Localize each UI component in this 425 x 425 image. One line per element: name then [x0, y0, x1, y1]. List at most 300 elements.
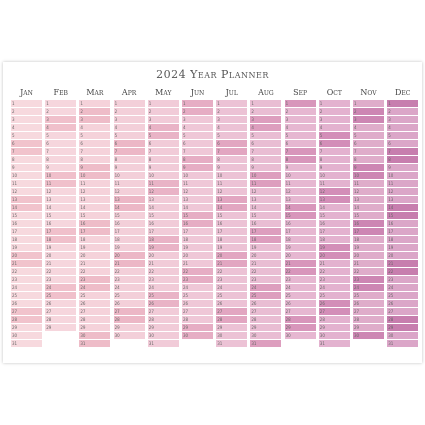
day-cell[interactable] [250, 108, 281, 116]
day-cell[interactable] [250, 308, 281, 316]
day-cell[interactable] [285, 180, 316, 188]
day-cell[interactable] [148, 204, 179, 212]
day-cell[interactable] [216, 212, 247, 220]
day-cell[interactable] [250, 340, 281, 348]
day-cell[interactable] [45, 324, 76, 332]
day-cell[interactable] [216, 100, 247, 108]
day-cell[interactable] [79, 204, 110, 212]
day-cell[interactable] [79, 164, 110, 172]
day-cell[interactable] [45, 188, 76, 196]
day-cell[interactable] [250, 116, 281, 124]
day-cell[interactable] [79, 244, 110, 252]
day-cell[interactable] [319, 188, 350, 196]
day-cell[interactable] [285, 196, 316, 204]
day-cell[interactable] [285, 236, 316, 244]
day-cell[interactable] [148, 276, 179, 284]
day-cell[interactable] [319, 236, 350, 244]
day-cell[interactable] [79, 276, 110, 284]
day-cell[interactable] [148, 252, 179, 260]
day-cell[interactable] [114, 108, 145, 116]
day-cell[interactable] [353, 212, 384, 220]
day-cell[interactable] [285, 300, 316, 308]
day-cell[interactable] [250, 164, 281, 172]
day-cell[interactable] [387, 172, 418, 180]
day-cell[interactable] [11, 204, 42, 212]
day-cell[interactable] [114, 156, 145, 164]
day-cell[interactable] [148, 308, 179, 316]
day-cell[interactable] [285, 156, 316, 164]
day-cell[interactable] [45, 292, 76, 300]
day-cell[interactable] [319, 332, 350, 340]
day-cell[interactable] [387, 252, 418, 260]
day-cell[interactable] [79, 332, 110, 340]
day-cell[interactable] [45, 212, 76, 220]
day-cell[interactable] [250, 268, 281, 276]
day-cell[interactable] [182, 284, 213, 292]
day-cell[interactable] [148, 212, 179, 220]
day-cell[interactable] [45, 164, 76, 172]
day-cell[interactable] [216, 340, 247, 348]
day-cell[interactable] [182, 116, 213, 124]
day-cell[interactable] [216, 300, 247, 308]
day-cell[interactable] [182, 164, 213, 172]
day-cell[interactable] [45, 236, 76, 244]
day-cell[interactable] [216, 284, 247, 292]
day-cell[interactable] [45, 284, 76, 292]
day-cell[interactable] [148, 172, 179, 180]
day-cell[interactable] [387, 100, 418, 108]
day-cell[interactable] [148, 180, 179, 188]
day-cell[interactable] [114, 180, 145, 188]
day-cell[interactable] [148, 196, 179, 204]
day-cell[interactable] [11, 324, 42, 332]
day-cell[interactable] [79, 180, 110, 188]
day-cell[interactable] [182, 268, 213, 276]
day-cell[interactable] [285, 260, 316, 268]
day-cell[interactable] [387, 124, 418, 132]
day-cell[interactable] [148, 148, 179, 156]
day-cell[interactable] [285, 148, 316, 156]
day-cell[interactable] [182, 260, 213, 268]
day-cell[interactable] [353, 204, 384, 212]
day-cell[interactable] [250, 188, 281, 196]
day-cell[interactable] [285, 284, 316, 292]
day-cell[interactable] [319, 108, 350, 116]
day-cell[interactable] [148, 268, 179, 276]
day-cell[interactable] [11, 292, 42, 300]
day-cell[interactable] [353, 324, 384, 332]
day-cell[interactable] [11, 228, 42, 236]
day-cell[interactable] [250, 196, 281, 204]
day-cell[interactable] [11, 132, 42, 140]
day-cell[interactable] [285, 108, 316, 116]
day-cell[interactable] [11, 212, 42, 220]
day-cell[interactable] [148, 340, 179, 348]
day-cell[interactable] [114, 196, 145, 204]
day-cell[interactable] [387, 180, 418, 188]
day-cell[interactable] [387, 284, 418, 292]
day-cell[interactable] [182, 324, 213, 332]
day-cell[interactable] [45, 100, 76, 108]
day-cell[interactable] [114, 332, 145, 340]
day-cell[interactable] [79, 236, 110, 244]
day-cell[interactable] [45, 172, 76, 180]
day-cell[interactable] [79, 308, 110, 316]
day-cell[interactable] [387, 196, 418, 204]
day-cell[interactable] [353, 268, 384, 276]
day-cell[interactable] [285, 100, 316, 108]
day-cell[interactable] [182, 316, 213, 324]
day-cell[interactable] [285, 124, 316, 132]
day-cell[interactable] [45, 244, 76, 252]
day-cell[interactable] [114, 204, 145, 212]
day-cell[interactable] [11, 164, 42, 172]
day-cell[interactable] [250, 140, 281, 148]
day-cell[interactable] [148, 156, 179, 164]
day-cell[interactable] [11, 124, 42, 132]
day-cell[interactable] [114, 260, 145, 268]
day-cell[interactable] [79, 156, 110, 164]
day-cell[interactable] [114, 132, 145, 140]
day-cell[interactable] [285, 164, 316, 172]
day-cell[interactable] [182, 204, 213, 212]
day-cell[interactable] [319, 340, 350, 348]
day-cell[interactable] [250, 100, 281, 108]
day-cell[interactable] [148, 132, 179, 140]
day-cell[interactable] [353, 148, 384, 156]
day-cell[interactable] [114, 100, 145, 108]
day-cell[interactable] [79, 116, 110, 124]
day-cell[interactable] [114, 164, 145, 172]
day-cell[interactable] [216, 196, 247, 204]
day-cell[interactable] [216, 228, 247, 236]
day-cell[interactable] [353, 164, 384, 172]
day-cell[interactable] [353, 132, 384, 140]
day-cell[interactable] [285, 188, 316, 196]
day-cell[interactable] [11, 276, 42, 284]
day-cell[interactable] [250, 212, 281, 220]
day-cell[interactable] [250, 172, 281, 180]
day-cell[interactable] [387, 308, 418, 316]
day-cell[interactable] [182, 140, 213, 148]
day-cell[interactable] [182, 212, 213, 220]
day-cell[interactable] [216, 244, 247, 252]
day-cell[interactable] [148, 124, 179, 132]
day-cell[interactable] [79, 340, 110, 348]
day-cell[interactable] [45, 316, 76, 324]
day-cell[interactable] [79, 268, 110, 276]
day-cell[interactable] [216, 252, 247, 260]
day-cell[interactable] [114, 228, 145, 236]
day-cell[interactable] [182, 180, 213, 188]
day-cell[interactable] [216, 140, 247, 148]
day-cell[interactable] [216, 276, 247, 284]
day-cell[interactable] [182, 244, 213, 252]
day-cell[interactable] [11, 116, 42, 124]
day-cell[interactable] [353, 252, 384, 260]
day-cell[interactable] [285, 116, 316, 124]
day-cell[interactable] [148, 260, 179, 268]
day-cell[interactable] [45, 132, 76, 140]
day-cell[interactable] [319, 140, 350, 148]
day-cell[interactable] [319, 252, 350, 260]
day-cell[interactable] [45, 196, 76, 204]
day-cell[interactable] [11, 340, 42, 348]
day-cell[interactable] [148, 324, 179, 332]
day-cell[interactable] [285, 316, 316, 324]
day-cell[interactable] [182, 188, 213, 196]
day-cell[interactable] [353, 236, 384, 244]
day-cell[interactable] [387, 260, 418, 268]
day-cell[interactable] [285, 268, 316, 276]
day-cell[interactable] [387, 316, 418, 324]
day-cell[interactable] [114, 284, 145, 292]
day-cell[interactable] [216, 332, 247, 340]
day-cell[interactable] [319, 308, 350, 316]
day-cell[interactable] [45, 156, 76, 164]
day-cell[interactable] [216, 132, 247, 140]
day-cell[interactable] [114, 212, 145, 220]
day-cell[interactable] [45, 252, 76, 260]
day-cell[interactable] [216, 172, 247, 180]
day-cell[interactable] [250, 332, 281, 340]
day-cell[interactable] [285, 276, 316, 284]
day-cell[interactable] [353, 188, 384, 196]
day-cell[interactable] [11, 188, 42, 196]
day-cell[interactable] [79, 124, 110, 132]
day-cell[interactable] [11, 316, 42, 324]
day-cell[interactable] [387, 116, 418, 124]
day-cell[interactable] [114, 276, 145, 284]
day-cell[interactable] [319, 316, 350, 324]
day-cell[interactable] [79, 284, 110, 292]
day-cell[interactable] [319, 148, 350, 156]
day-cell[interactable] [148, 284, 179, 292]
day-cell[interactable] [148, 220, 179, 228]
day-cell[interactable] [353, 244, 384, 252]
day-cell[interactable] [182, 308, 213, 316]
day-cell[interactable] [285, 292, 316, 300]
day-cell[interactable] [148, 140, 179, 148]
day-cell[interactable] [148, 116, 179, 124]
day-cell[interactable] [285, 244, 316, 252]
day-cell[interactable] [114, 308, 145, 316]
day-cell[interactable] [45, 148, 76, 156]
day-cell[interactable] [182, 236, 213, 244]
day-cell[interactable] [182, 332, 213, 340]
day-cell[interactable] [285, 212, 316, 220]
day-cell[interactable] [11, 236, 42, 244]
day-cell[interactable] [250, 292, 281, 300]
day-cell[interactable] [11, 252, 42, 260]
day-cell[interactable] [11, 284, 42, 292]
day-cell[interactable] [216, 108, 247, 116]
day-cell[interactable] [148, 164, 179, 172]
day-cell[interactable] [216, 148, 247, 156]
day-cell[interactable] [319, 276, 350, 284]
day-cell[interactable] [387, 156, 418, 164]
day-cell[interactable] [387, 108, 418, 116]
day-cell[interactable] [250, 324, 281, 332]
day-cell[interactable] [182, 220, 213, 228]
day-cell[interactable] [250, 284, 281, 292]
day-cell[interactable] [250, 132, 281, 140]
day-cell[interactable] [148, 108, 179, 116]
day-cell[interactable] [285, 132, 316, 140]
day-cell[interactable] [79, 252, 110, 260]
day-cell[interactable] [353, 156, 384, 164]
day-cell[interactable] [285, 140, 316, 148]
day-cell[interactable] [148, 332, 179, 340]
day-cell[interactable] [79, 188, 110, 196]
day-cell[interactable] [182, 124, 213, 132]
day-cell[interactable] [319, 100, 350, 108]
day-cell[interactable] [45, 204, 76, 212]
day-cell[interactable] [11, 140, 42, 148]
day-cell[interactable] [353, 284, 384, 292]
day-cell[interactable] [114, 188, 145, 196]
day-cell[interactable] [79, 220, 110, 228]
day-cell[interactable] [353, 140, 384, 148]
day-cell[interactable] [114, 140, 145, 148]
day-cell[interactable] [11, 244, 42, 252]
day-cell[interactable] [285, 204, 316, 212]
day-cell[interactable] [11, 308, 42, 316]
day-cell[interactable] [387, 148, 418, 156]
day-cell[interactable] [387, 332, 418, 340]
day-cell[interactable] [250, 276, 281, 284]
day-cell[interactable] [216, 260, 247, 268]
day-cell[interactable] [11, 260, 42, 268]
day-cell[interactable] [11, 268, 42, 276]
day-cell[interactable] [319, 132, 350, 140]
day-cell[interactable] [387, 212, 418, 220]
day-cell[interactable] [387, 188, 418, 196]
day-cell[interactable] [285, 228, 316, 236]
day-cell[interactable] [216, 156, 247, 164]
day-cell[interactable] [216, 316, 247, 324]
day-cell[interactable] [114, 268, 145, 276]
day-cell[interactable] [114, 148, 145, 156]
day-cell[interactable] [319, 204, 350, 212]
day-cell[interactable] [182, 108, 213, 116]
day-cell[interactable] [114, 292, 145, 300]
day-cell[interactable] [45, 308, 76, 316]
day-cell[interactable] [250, 316, 281, 324]
day-cell[interactable] [250, 148, 281, 156]
day-cell[interactable] [319, 212, 350, 220]
day-cell[interactable] [216, 220, 247, 228]
day-cell[interactable] [353, 124, 384, 132]
day-cell[interactable] [319, 324, 350, 332]
day-cell[interactable] [11, 156, 42, 164]
day-cell[interactable] [45, 116, 76, 124]
day-cell[interactable] [79, 132, 110, 140]
day-cell[interactable] [148, 100, 179, 108]
day-cell[interactable] [216, 236, 247, 244]
day-cell[interactable] [216, 164, 247, 172]
day-cell[interactable] [45, 268, 76, 276]
day-cell[interactable] [353, 180, 384, 188]
day-cell[interactable] [285, 172, 316, 180]
day-cell[interactable] [216, 188, 247, 196]
day-cell[interactable] [45, 180, 76, 188]
day-cell[interactable] [250, 300, 281, 308]
day-cell[interactable] [114, 116, 145, 124]
day-cell[interactable] [319, 228, 350, 236]
day-cell[interactable] [285, 220, 316, 228]
day-cell[interactable] [319, 196, 350, 204]
day-cell[interactable] [79, 228, 110, 236]
day-cell[interactable] [45, 140, 76, 148]
day-cell[interactable] [182, 100, 213, 108]
day-cell[interactable] [216, 292, 247, 300]
day-cell[interactable] [79, 196, 110, 204]
day-cell[interactable] [250, 236, 281, 244]
day-cell[interactable] [250, 204, 281, 212]
day-cell[interactable] [387, 324, 418, 332]
day-cell[interactable] [114, 300, 145, 308]
day-cell[interactable] [319, 292, 350, 300]
day-cell[interactable] [250, 124, 281, 132]
day-cell[interactable] [319, 116, 350, 124]
day-cell[interactable] [148, 228, 179, 236]
day-cell[interactable] [319, 284, 350, 292]
day-cell[interactable] [285, 324, 316, 332]
day-cell[interactable] [319, 220, 350, 228]
day-cell[interactable] [148, 316, 179, 324]
day-cell[interactable] [148, 300, 179, 308]
day-cell[interactable] [353, 300, 384, 308]
day-cell[interactable] [353, 228, 384, 236]
day-cell[interactable] [250, 228, 281, 236]
day-cell[interactable] [353, 196, 384, 204]
day-cell[interactable] [45, 300, 76, 308]
day-cell[interactable] [182, 156, 213, 164]
day-cell[interactable] [11, 220, 42, 228]
day-cell[interactable] [148, 188, 179, 196]
day-cell[interactable] [353, 316, 384, 324]
day-cell[interactable] [114, 244, 145, 252]
day-cell[interactable] [79, 316, 110, 324]
day-cell[interactable] [250, 156, 281, 164]
day-cell[interactable] [182, 252, 213, 260]
day-cell[interactable] [216, 204, 247, 212]
day-cell[interactable] [216, 324, 247, 332]
day-cell[interactable] [182, 172, 213, 180]
day-cell[interactable] [182, 196, 213, 204]
day-cell[interactable] [79, 212, 110, 220]
day-cell[interactable] [45, 108, 76, 116]
day-cell[interactable] [319, 260, 350, 268]
day-cell[interactable] [11, 148, 42, 156]
day-cell[interactable] [353, 116, 384, 124]
day-cell[interactable] [11, 300, 42, 308]
day-cell[interactable] [45, 276, 76, 284]
day-cell[interactable] [353, 292, 384, 300]
day-cell[interactable] [353, 332, 384, 340]
day-cell[interactable] [114, 324, 145, 332]
day-cell[interactable] [216, 308, 247, 316]
day-cell[interactable] [387, 140, 418, 148]
day-cell[interactable] [79, 172, 110, 180]
day-cell[interactable] [45, 220, 76, 228]
day-cell[interactable] [250, 244, 281, 252]
day-cell[interactable] [79, 140, 110, 148]
day-cell[interactable] [216, 116, 247, 124]
day-cell[interactable] [319, 300, 350, 308]
day-cell[interactable] [250, 220, 281, 228]
